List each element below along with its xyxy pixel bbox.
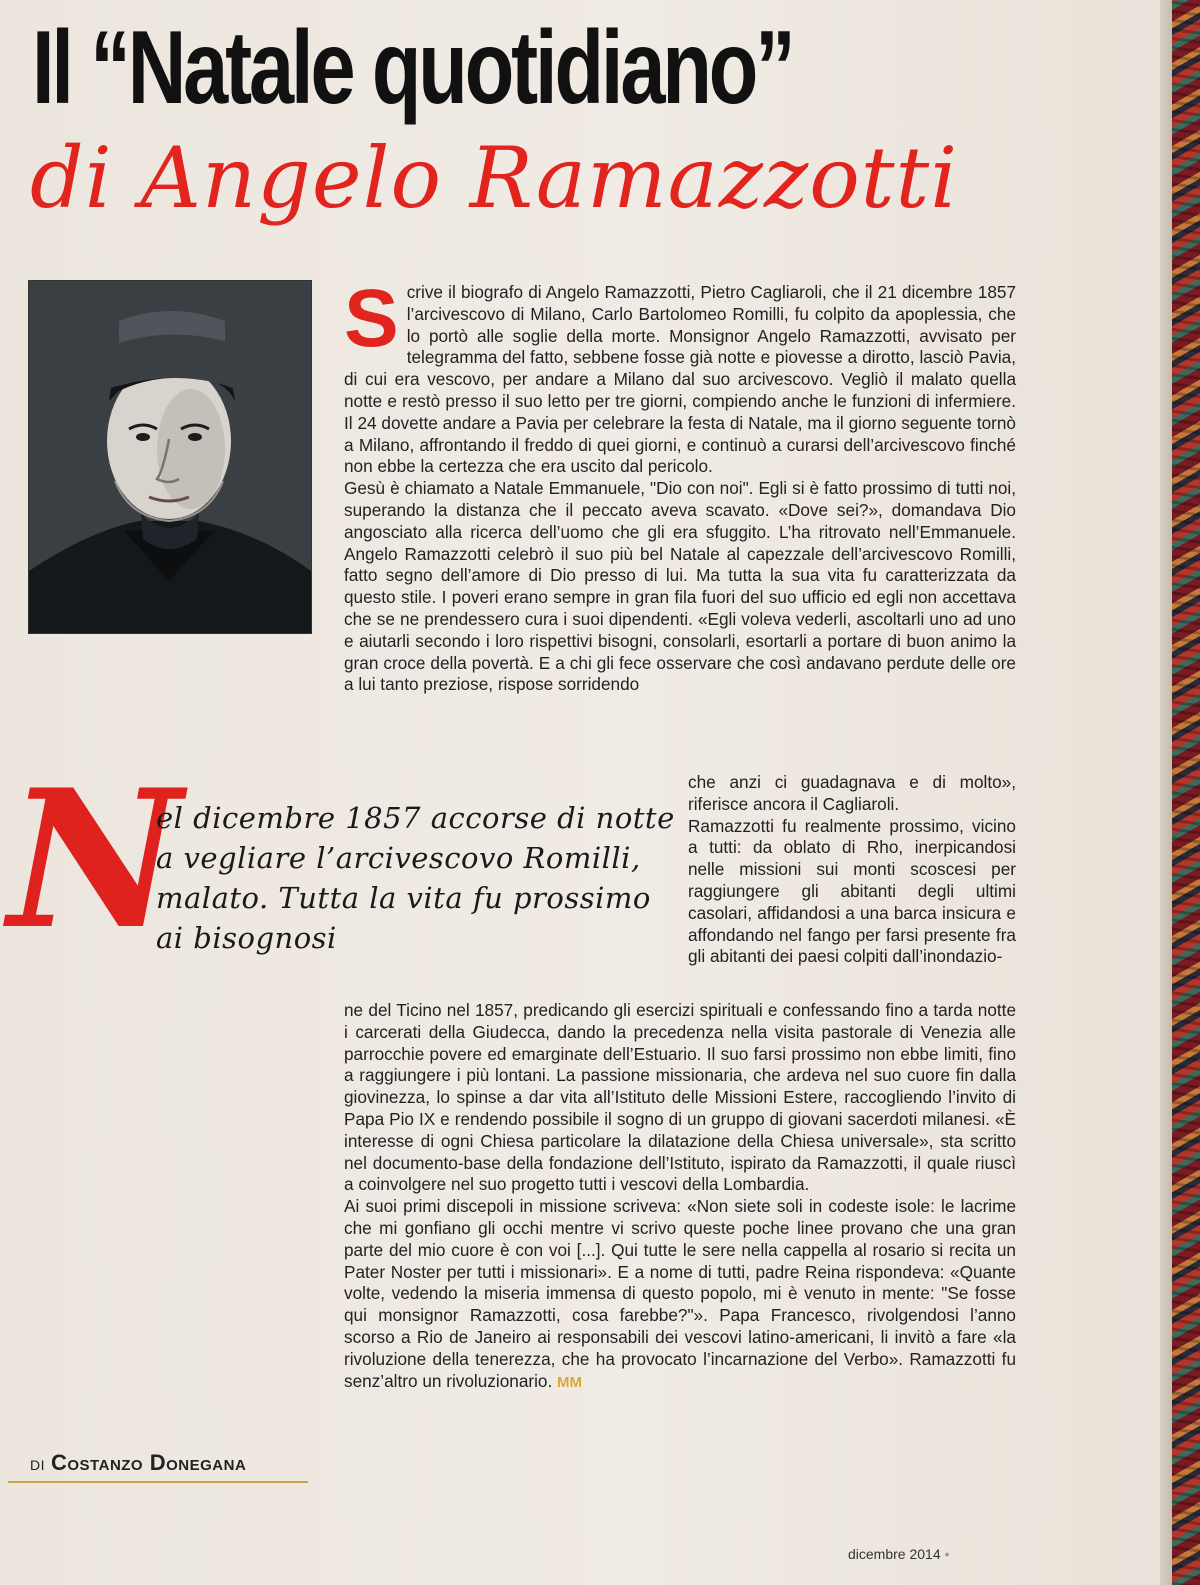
article-column-bottom	[344, 1000, 1016, 1393]
second-paragraph: Gesù è chiamato a Natale Emmanuele, "Dio con noi". Egli si è fatto prossimo di tutti noi, superando la distanza che il peccato aveva scavato. «Dove sei?», domandava Dio angosciato alla ricerca dell’uomo che gli era sfuggito. L’ha ritrovato nell’Emmanuele. Angelo Ramazzotti celebrò il suo più bel Natale al capezzale dell’arcivescovo Romilli, fatto segno dell’amore di Dio presso di lui. Ma tutta la sua vita fu caratterizzata da questo stile. I poveri erano sempre in gran fila fuori del suo ufficio ed egli non accettava che se ne prendessero cura i suoi dipendenti. «Egli voleva vederli, ascoltarli uno ad uno e aiutarli secondo i loro rispettivi bisogni, consolarli, esortarli a portare di buon animo la gran croce della povertà. E a chi gli fece osservare che così andavano perdute delle ore a lui tanto preziose, rispose sorridendo	[344, 478, 1016, 695]
fabric-binding	[1172, 0, 1200, 1585]
pull-quote-initial: N	[8, 748, 182, 971]
closing-paragraph-text: Ai suoi primi discepoli in missione scriveva: «Non siete soli in codeste isole: le lacrime che mi gonfiano gli occhi mentre vi scrivo queste poche linee provano che una gran parte del mio cuore è con voi [...]. Qui tutte le sere nella cappella al rosario si recita un Pater Noster per tutti i missionari». E a nome di tutti, padre Reina rispondeva: «Quante volte, vedendo la miseria immensa di questo popolo, mi è venuto in mente: "Se fosse qui monsignor Ramazzotti, cosa farebbe?"». Papa Francesco, rivolgendosi l’anno scorso a Rio de Janeiro ai responsabili dei vescovi latino-americani, li invitò a fare «la rivoluzione della tenerezza, che ha provocato l’incarnazione del Verbo». Ramazzotti fu senz’altro un rivoluzionario.	[344, 1196, 1016, 1391]
article-column-top	[344, 273, 1016, 696]
article-title: Il “Natale quotidiano”	[32, 10, 793, 126]
page-gutter	[1160, 0, 1172, 1585]
intro-paragraph	[344, 273, 1016, 478]
byline	[30, 1450, 246, 1476]
portrait-drawing	[29, 281, 311, 633]
bottom-column-continuation: ne del Ticino nel 1857, predicando gli esercizi spirituali e confessando fino a tarda notte i carcerati della Giudecca, dando la precedenza nella visita pastorale di Venezia alle parrocchie povere ed emarginate dell’Estuario. Il suo farsi prossimo non ebbe limiti, fino a raggiungere i più lontani. La passione missionaria, che ardeva nel suo cuore fin dalla giovinezza, lo spinse a dar vita all’Istituto delle Missioni Estere, raccogliendo l’invito di Papa Pio IX e rendendo possibile il sogno di un gruppo di giovani sacerdoti milanesi. «È interesse di ogni Chiesa particolare la dilatazione della Chiesa universale», sta scritto nel documento-base della fondazione dell’Istituto, ispirato da Ramazzotti, il quale riuscì a coinvolgere nel suo progetto tutti i vescovi della Lombardia.	[344, 1000, 1016, 1195]
issue-date: dicembre 2014	[848, 1546, 941, 1562]
author-name: Costanzo Donegana	[51, 1450, 247, 1475]
byline-rule	[8, 1481, 308, 1483]
article-column-narrow	[688, 772, 1016, 968]
narrow-column-continuation: che anzi ci guadagnava e di molto», riferisce ancora il Cagliaroli.	[688, 772, 1016, 814]
page-footer	[848, 1546, 950, 1562]
article-subtitle: di Angelo Ramazzotti	[30, 129, 959, 227]
pull-quote-text: el dicembre 1857 accorse di notte a vegliare l’arcivescovo Romilli, malato. Tutta la vita fu prossimo ai bisognosi	[156, 801, 675, 955]
dropcap-letter: S	[344, 273, 399, 364]
closing-paragraph	[344, 1196, 1016, 1393]
portrait-image	[28, 280, 312, 634]
footer-bullet-icon: •	[944, 1546, 950, 1562]
intro-paragraph-text: crive il biografo di Angelo Ramazzotti, Pietro Cagliaroli, che il 21 dicembre 1857 l’arcivescovo di Milano, Carlo Bartolomeo Romilli, fu colpito da apoplessia, che lo portò alle soglie della morte. Monsignor Angelo Ramazzotti, avvisato per telegramma del fatto, sebbene fosse già notte e piovesse a dirotto, lasciò Pavia, di cui era vescovo, per andare a Milano dal suo arcivescovo. Vegliò il malato quella notte e restò presso il suo letto per tre giorni, compiendo anche le funzioni di infermiere. Il 24 dovette andare a Pavia per celebrare la festa di Natale, ma il giorno seguente tornò a Milano, affrontando il freddo di quei giorni, e continuò a curarsi dell’arcivescovo finché non ebbe la certezza che era uscito dal pericolo.	[344, 282, 1016, 477]
end-mark: MM	[557, 1373, 583, 1391]
byline-prefix: DI	[30, 1457, 45, 1473]
narrow-column-paragraph: Ramazzotti fu realmente prossimo, vicino a tutti: da oblato di Rho, inerpicandosi nelle missioni sui monti scoscesi per raggiungere gli abitanti degli ultimi casolari, affidandosi a una barca insicura e affondando nel fango per farsi presente fra gli abitanti dei paesi colpiti dall’inondazio-	[688, 815, 1016, 967]
